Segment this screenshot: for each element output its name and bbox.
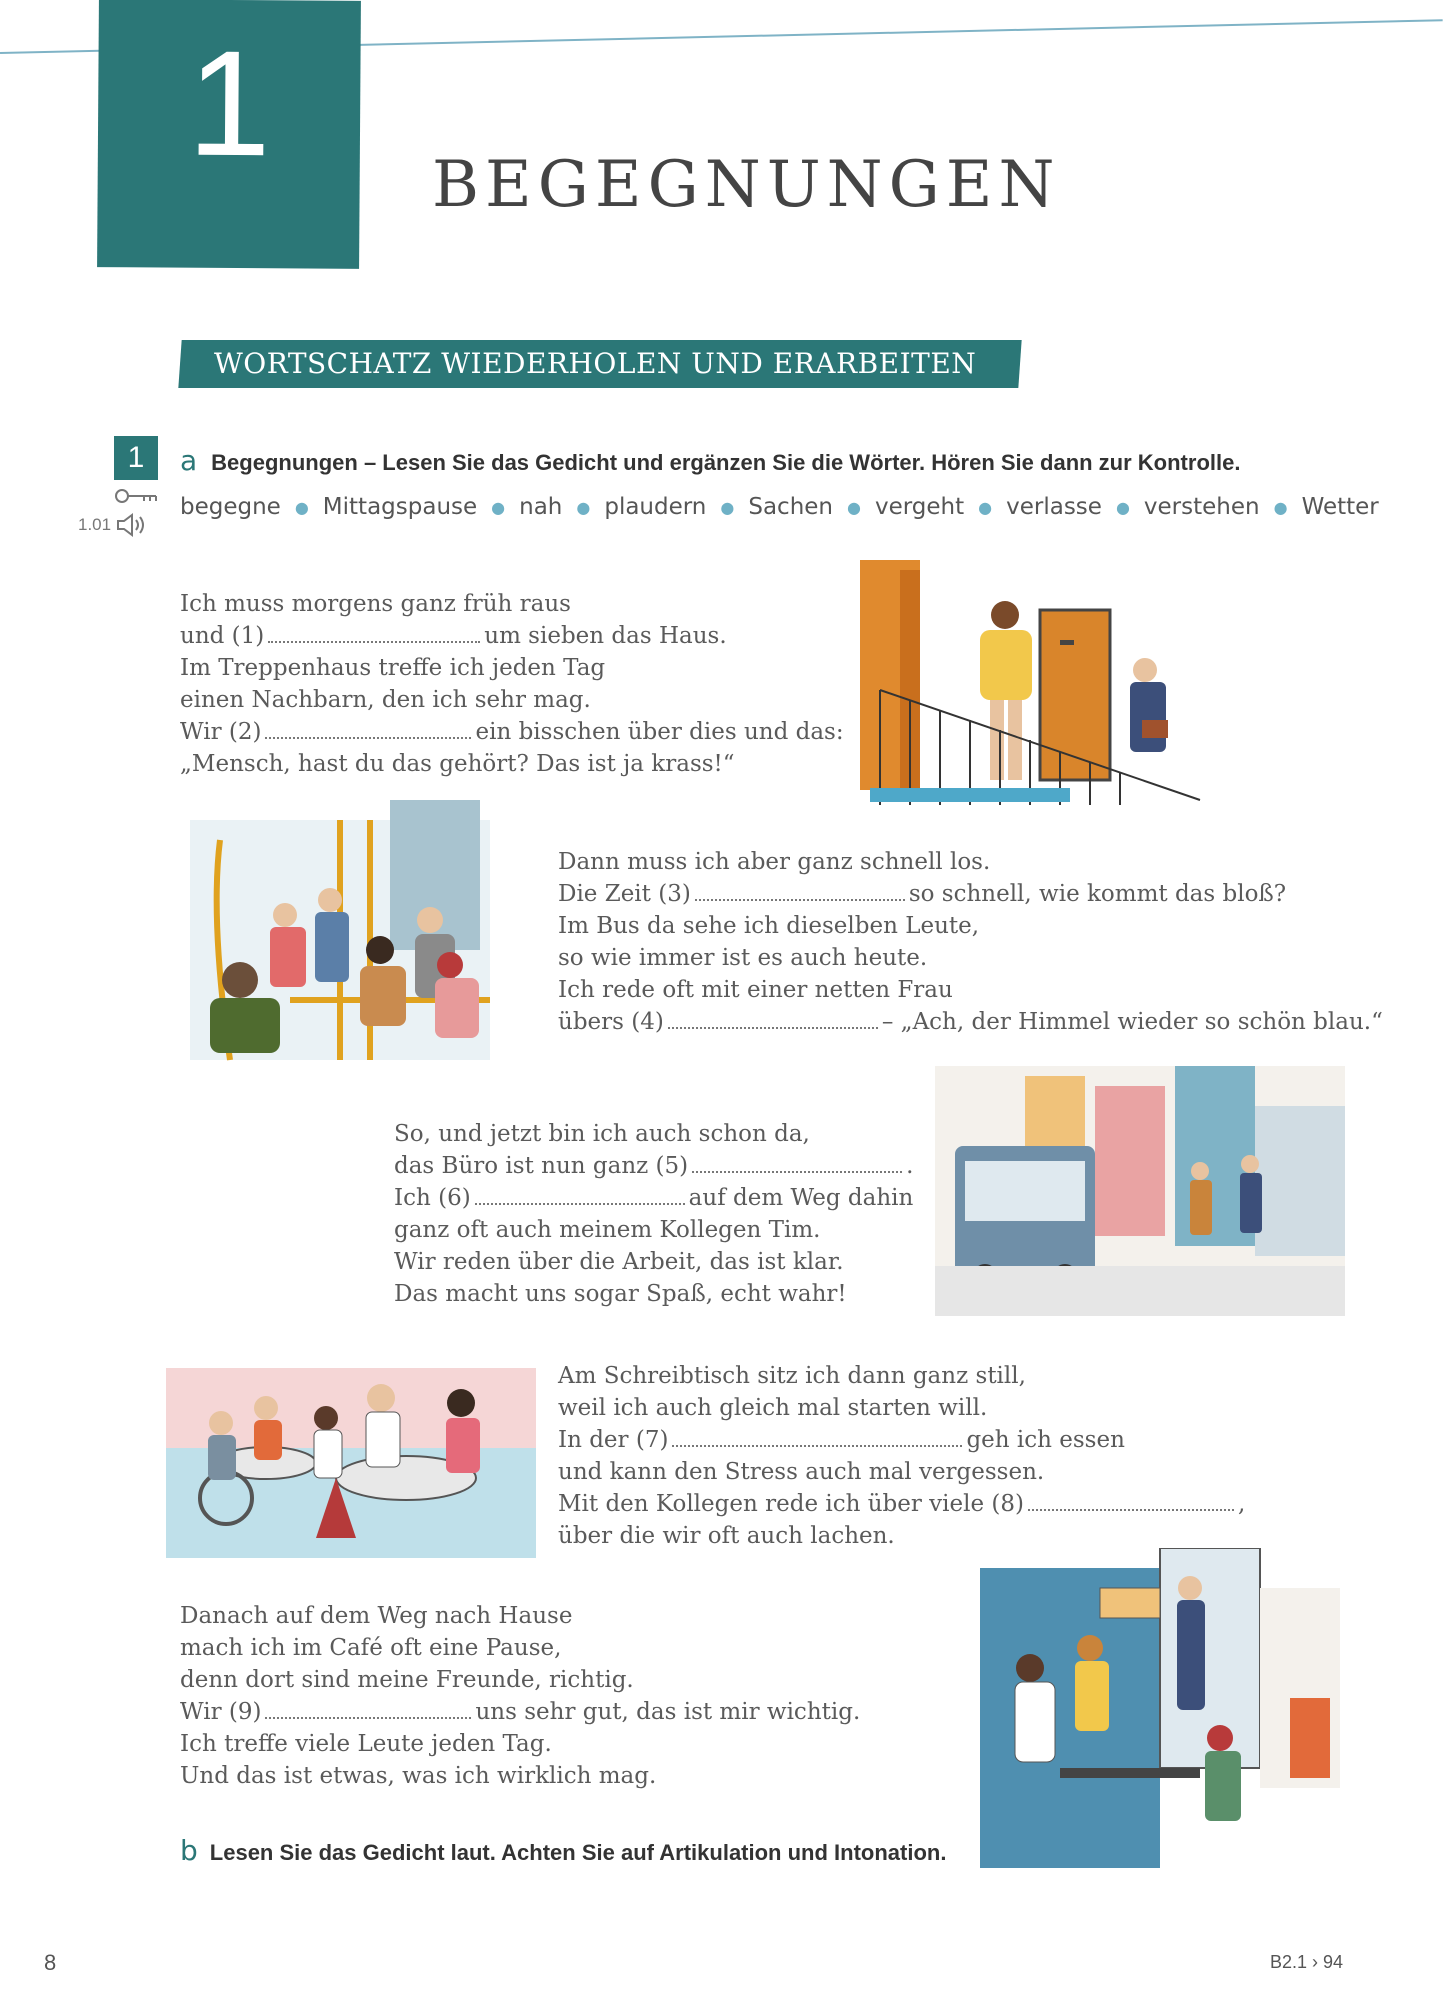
poem-line: mach ich im Café oft eine Pause, bbox=[180, 1635, 562, 1661]
page-number: 8 bbox=[44, 1950, 57, 1975]
poem-line: Im Treppenhaus treffe ich jeden Tag bbox=[180, 655, 606, 681]
section-banner bbox=[178, 340, 1021, 388]
blank-5[interactable] bbox=[692, 1153, 902, 1173]
chapter-number-box bbox=[97, 0, 361, 269]
word-item: plaudern bbox=[604, 494, 707, 520]
blank-4[interactable] bbox=[668, 1009, 878, 1029]
poem-line: Mit den Kollegen rede ich über viele (8) , bbox=[558, 1491, 1246, 1517]
poem-line: Ich muss morgens ganz früh raus bbox=[180, 591, 571, 617]
canteen-illustration bbox=[166, 1348, 536, 1568]
blank-6[interactable] bbox=[475, 1185, 685, 1205]
poem-line: so wie immer ist es auch heute. bbox=[558, 945, 928, 971]
blank-9[interactable] bbox=[265, 1699, 471, 1719]
task-b-letter: b bbox=[180, 1834, 198, 1867]
chapter-number: 1 bbox=[186, 18, 272, 188]
task-a-letter: a bbox=[180, 444, 198, 477]
exercise-number: 1 bbox=[114, 436, 158, 480]
poem-line: Ich rede oft mit einer netten Frau bbox=[558, 977, 953, 1003]
poem-line: und kann den Stress auch mal vergessen. bbox=[558, 1459, 1045, 1485]
task-b bbox=[180, 1834, 946, 1867]
poem-line: Die Zeit (3) so schnell, wie kommt das bloß? bbox=[558, 881, 1287, 907]
poem-line: So, und jetzt bin ich auch schon da, bbox=[394, 1121, 810, 1147]
blank-7[interactable] bbox=[672, 1427, 962, 1447]
poem-line: weil ich auch gleich mal starten will. bbox=[558, 1395, 988, 1421]
speaker-icon bbox=[115, 512, 149, 538]
poem-line: Wir reden über die Arbeit, das ist klar. bbox=[394, 1249, 844, 1275]
staircase-illustration bbox=[860, 560, 1220, 820]
word-item: verlasse bbox=[1006, 494, 1102, 520]
task-a bbox=[180, 444, 1240, 477]
chapter-title: BEGEGNUNGEN bbox=[432, 148, 1061, 222]
blank-2[interactable] bbox=[265, 719, 471, 739]
blank-1[interactable] bbox=[268, 623, 480, 643]
poem-line: Wir (2) ein bisschen über dies und das: bbox=[180, 719, 844, 745]
poem-stanza-2 bbox=[558, 846, 1383, 1038]
audio-track[interactable] bbox=[78, 512, 149, 538]
word-item: vergeht bbox=[874, 494, 965, 520]
poem-line: übers (4) – „Ach, der Himmel wieder so schön blau.“ bbox=[558, 1009, 1383, 1035]
poem-line: Danach auf dem Weg nach Hause bbox=[180, 1603, 573, 1629]
poem-line: und (1) um sieben das Haus. bbox=[180, 623, 727, 649]
blank-8[interactable] bbox=[1028, 1491, 1234, 1511]
poem-line: Ich (6) auf dem Weg dahin bbox=[394, 1185, 914, 1211]
poem-line: „Mensch, hast du das gehört? Das ist ja krass!“ bbox=[180, 751, 735, 777]
poem-line: denn dort sind meine Freunde, richtig. bbox=[180, 1667, 634, 1693]
poem-stanza-1 bbox=[180, 588, 844, 780]
poem-line: Am Schreibtisch sitz ich dann ganz still, bbox=[558, 1363, 1026, 1389]
poem-line: über die wir oft auch lachen. bbox=[558, 1523, 895, 1549]
poem-line: Und das ist etwas, was ich wirklich mag. bbox=[180, 1763, 657, 1789]
poem-line: Im Bus da sehe ich dieselben Leute, bbox=[558, 913, 980, 939]
word-item: nah bbox=[519, 494, 563, 520]
section-title: WORTSCHATZ WIEDERHOLEN UND ERARBEITEN bbox=[214, 347, 977, 380]
poem-line: einen Nachbarn, den ich sehr mag. bbox=[180, 687, 591, 713]
task-b-text: Lesen Sie das Gedicht laut. Achten Sie auf Artikulation und Intonation. bbox=[209, 1840, 947, 1865]
cafe-illustration bbox=[980, 1548, 1340, 1868]
task-a-text: Begegnungen – Lesen Sie das Gedicht und ergänzen Sie die Wörter. Hören Sie dann zur Kontrolle. bbox=[211, 450, 1241, 475]
blank-3[interactable] bbox=[695, 881, 905, 901]
poem-line: Das macht uns sogar Spaß, echt wahr! bbox=[394, 1281, 847, 1307]
word-item: Mittagspause bbox=[322, 494, 478, 520]
poem-line: Ich treffe viele Leute jeden Tag. bbox=[180, 1731, 552, 1757]
word-item: begegne bbox=[180, 494, 281, 520]
poem-stanza-3 bbox=[394, 1118, 913, 1310]
street-bus-illustration bbox=[935, 1066, 1345, 1316]
poem-stanza-5 bbox=[180, 1600, 860, 1792]
poem-line: In der (7) geh ich essen bbox=[558, 1427, 1125, 1453]
poem-line: das Büro ist nun ganz (5) . bbox=[394, 1153, 914, 1179]
word-item: Sachen bbox=[748, 494, 834, 520]
poem-stanza-4 bbox=[558, 1360, 1245, 1552]
book-reference: B2.1 › 94 bbox=[1269, 1952, 1343, 1972]
key-icon bbox=[114, 486, 160, 506]
poem-line: ganz oft auch meinem Kollegen Tim. bbox=[394, 1217, 821, 1243]
poem-line: Wir (9) uns sehr gut, das ist mir wichtig. bbox=[180, 1699, 861, 1725]
audio-track-number: 1.01 bbox=[78, 515, 112, 534]
word-bank: begegne ● Mittagspause ● nah ● plaudern ● Sachen ● vergeht ● verlasse ● verstehen ● Wetter bbox=[180, 494, 1379, 520]
word-item: Wetter bbox=[1301, 494, 1379, 520]
bus-interior-illustration bbox=[190, 800, 490, 1070]
word-item: verstehen bbox=[1143, 494, 1260, 520]
poem-line: Dann muss ich aber ganz schnell los. bbox=[558, 849, 991, 875]
